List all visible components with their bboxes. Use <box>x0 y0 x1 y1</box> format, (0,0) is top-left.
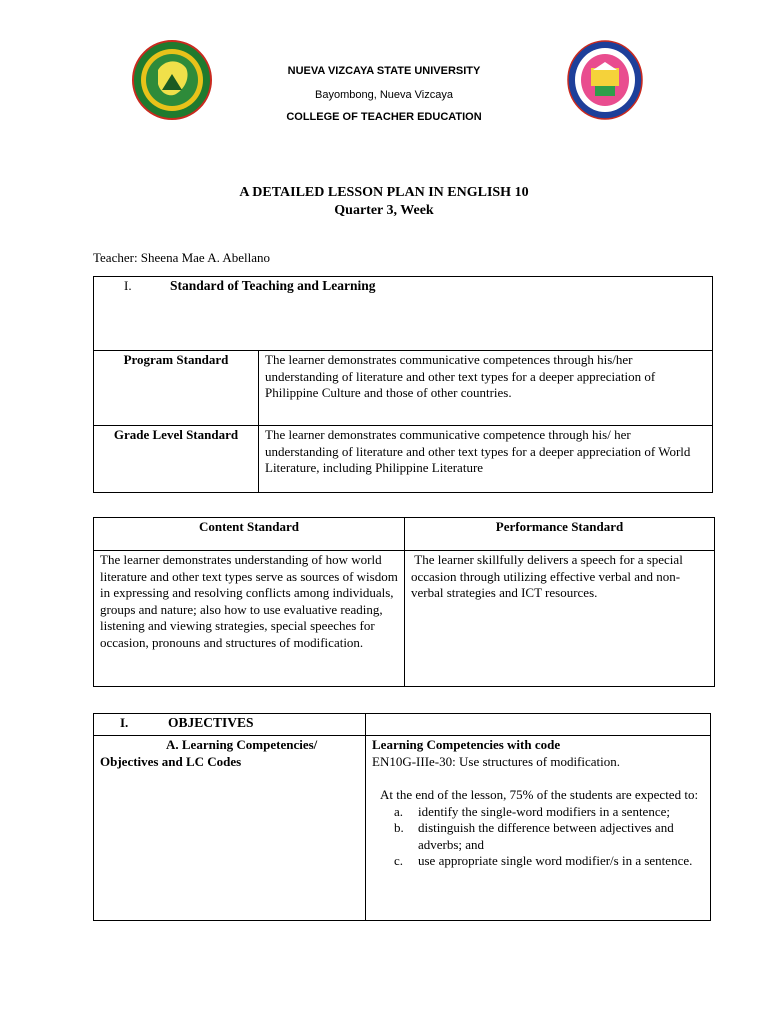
table-row <box>94 426 713 493</box>
objectives-intro: At the end of the lesson, 75% of the students are expected to: <box>380 787 699 802</box>
objectives-table <box>93 713 711 921</box>
content-performance-table <box>93 517 715 687</box>
content-standard-text: The learner demonstrates understanding of how world literature and other text types serve as sources of wisdom in expressing and resolving conflicts among individuals, groups and nature; also how to use evaluative reading, listening and viewing strategies, special speeches for occasion, pronouns and structures of modification. <box>94 551 405 687</box>
standards-heading-cell <box>94 277 713 351</box>
performance-standard-text <box>405 551 715 687</box>
university-name: NUEVA VIZCAYA STATE UNIVERSITY <box>287 65 481 77</box>
table-row <box>94 351 713 426</box>
list-item-text: distinguish the difference between adjectives and adverbs; and <box>418 820 674 852</box>
program-standard-label: Program Standard <box>94 351 259 426</box>
performance-standard-value: The learner skillfully delivers a speech for a special occasion through utilizing effective verbal and non-verbal strategies and ICT resources. <box>411 552 683 600</box>
grade-level-standard-label: Grade Level Standard <box>94 426 259 493</box>
list-item-marker: a. <box>394 803 404 819</box>
university-location: Bayombong, Nueva Vizcaya <box>315 89 453 101</box>
grade-level-standard-value: The learner demonstrates communicative competence through his/ her understanding of literature and other text types for a deeper appreciation of World Literature, including Philippine Literature <box>259 426 713 493</box>
standards-heading-number: I. <box>124 278 132 293</box>
objectives-list <box>372 804 704 870</box>
list-item <box>372 820 704 853</box>
list-item <box>372 853 704 870</box>
program-standard-value: The learner demonstrates communicative competences through his/her understanding of literature and other text types for a deeper appreciation of Philippine Culture and those of other countries. <box>259 351 713 426</box>
standards-table <box>93 276 713 493</box>
lc-code-line: EN10G-IIIe-30: Use structures of modification. <box>372 753 621 769</box>
list-item-text: use appropriate single word modifier/s in a sentence. <box>418 853 693 868</box>
table-row <box>94 736 711 921</box>
learning-competencies-with-code-title: Learning Competencies with code <box>372 737 561 752</box>
objectives-heading-cell <box>94 714 366 736</box>
performance-standard-header: Performance Standard <box>405 518 715 551</box>
learning-competencies-label-cell <box>94 736 366 921</box>
college-of-teacher-education-seal-icon <box>567 40 643 120</box>
objectives-heading-text: OBJECTIVES <box>168 715 254 730</box>
list-item-marker: b. <box>394 820 404 835</box>
standards-heading-text: Standard of Teaching and Learning <box>170 278 376 293</box>
teacher-line: Teacher: Sheena Mae A. Abellano <box>93 250 271 265</box>
content-performance-header-row <box>94 518 715 551</box>
standards-heading-row <box>94 277 713 351</box>
objectives-heading-row <box>94 714 711 736</box>
objectives-heading-empty-cell <box>366 714 711 736</box>
document-title: A DETAILED LESSON PLAN IN ENGLISH 10 <box>239 185 529 200</box>
document-subtitle: Quarter 3, Week <box>334 203 434 218</box>
learning-competencies-label: A. Learning Competencies/ <box>166 737 318 752</box>
college-name: COLLEGE OF TEACHER EDUCATION <box>286 111 482 123</box>
content-standard-header: Content Standard <box>94 518 405 551</box>
table-row <box>94 551 715 687</box>
list-item-text: identify the single-word modifiers in a sentence; <box>418 803 670 819</box>
objectives-heading-number: I. <box>120 715 129 730</box>
nvsu-seal-icon <box>132 40 212 120</box>
list-item <box>372 804 704 821</box>
learning-competencies-content-cell <box>366 736 711 921</box>
objectives-lc-codes-label: Objectives and LC Codes <box>100 753 242 769</box>
list-item-marker: c. <box>394 853 404 868</box>
